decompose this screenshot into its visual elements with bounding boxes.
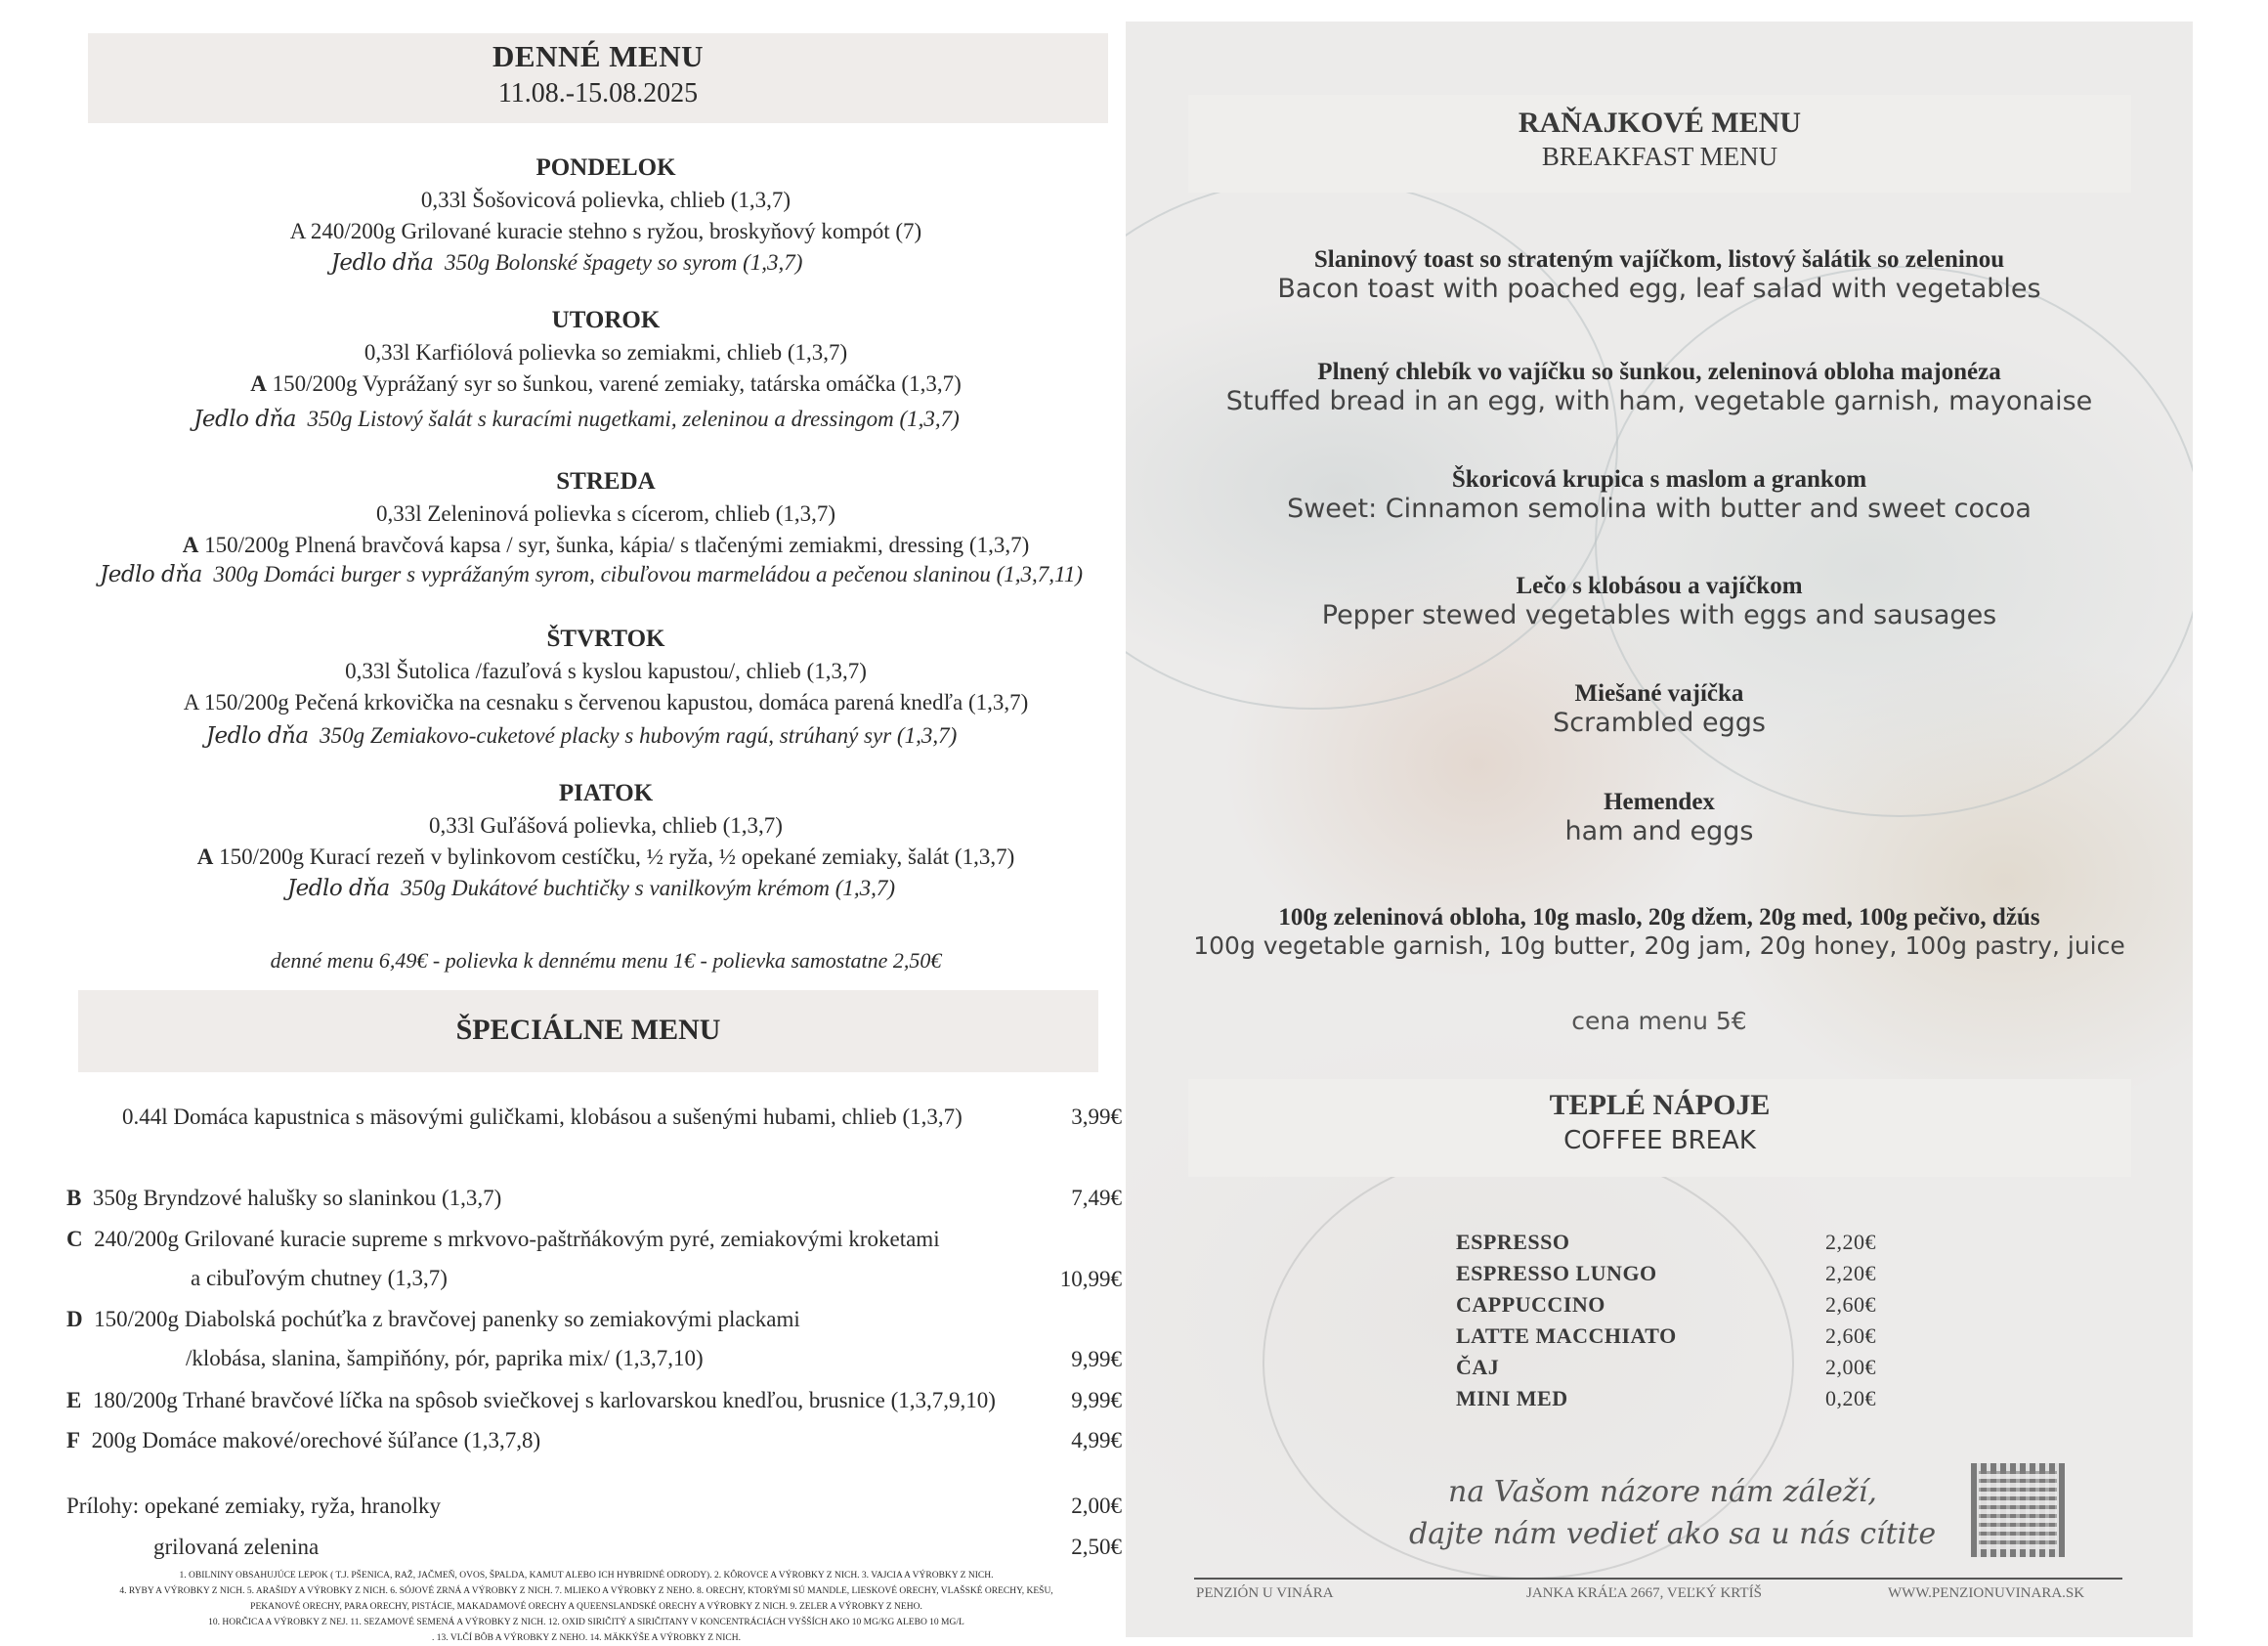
special-item-f: F 200g Domáce makové/orechové šúľance (1,3,7,8) 4,99€ bbox=[66, 1428, 1122, 1452]
day-soup: 0,33l Šutolica /fazuľová s kyslou kapustou/, chlieb (1,3,7) bbox=[345, 659, 867, 683]
breakfast-item: Škoricová krupica s maslom a grankom Sweet: Cinnamon semolina with butter and sweet cocoa bbox=[1287, 466, 2032, 524]
drink-row: ESPRESSO LUNGO 2,20€ bbox=[1456, 1261, 1876, 1285]
day-name: UTOROK bbox=[551, 307, 661, 333]
drinks-subtitle: COFFEE BREAK bbox=[1563, 1126, 1756, 1155]
day-soup: 0,33l Zeleninová polievka s cícerom, chlieb (1,3,7) bbox=[375, 501, 836, 526]
footer-website[interactable]: WWW.PENZIONUVINARA.SK bbox=[1888, 1585, 2085, 1601]
item-price: 10,99€ bbox=[1059, 1267, 1122, 1291]
sides-row: Prílohy: opekané zemiaky, ryža, hranolky 2,00€ bbox=[66, 1494, 1122, 1518]
breakfast-item: Hemendex ham and eggs bbox=[1564, 789, 1754, 846]
day-wednesday bbox=[0, 468, 1212, 587]
breakfast-title: RAŇAJKOVÉ MENU bbox=[1518, 107, 1802, 139]
day-soup: 0,33l Šošovicová polievka, chlieb (1,3,7) bbox=[420, 188, 792, 212]
drink-row: ČAJ 2,00€ bbox=[1456, 1355, 1876, 1379]
item-price: 7,49€ bbox=[1071, 1186, 1122, 1210]
day-soup: 0,33l Guľášová polievka, chlieb (1,3,7) bbox=[429, 813, 783, 838]
day-monday bbox=[0, 154, 1212, 276]
day-special: Jedlo dňa 350g Listový šalát s kuracími nugetkami, zeleninou a dressingom (1,3,7) bbox=[193, 407, 960, 432]
daily-price-note: denné menu 6,49€ - polievka k dennému menu 1€ - polievka samostatne 2,50€ bbox=[270, 948, 942, 973]
day-tuesday bbox=[0, 307, 1212, 432]
day-special: Jedlo dňa 350g Bolonské špagety so syrom (1,3,7) bbox=[330, 250, 803, 276]
day-name: ŠTVRTOK bbox=[546, 626, 665, 652]
day-special: Jedlo dňa 350g Dukátové buchtičky s vanilkovým krémom (1,3,7) bbox=[286, 876, 896, 901]
drink-row: CAPPUCCINO 2,60€ bbox=[1456, 1292, 1876, 1317]
day-soup: 0,33l Karfiólová polievka so zemiakmi, chlieb (1,3,7) bbox=[364, 340, 848, 365]
day-main-a: A 150/200g Pečená krkovička na cesnaku s červenou kapustou, domáca parená knedľa (1,3,7) bbox=[183, 690, 1029, 715]
breakfast-subtitle: BREAKFAST MENU bbox=[1541, 142, 1778, 171]
footer-divider bbox=[1194, 1578, 2122, 1580]
day-name: STREDA bbox=[556, 468, 656, 495]
day-name: PONDELOK bbox=[535, 154, 676, 181]
item-price: 9,99€ bbox=[1071, 1347, 1122, 1371]
signature-line-1: na Vašom názore nám záleží, bbox=[1448, 1475, 1877, 1509]
footer-address: JANKA KRÁĽA 2667, VEĽKÝ KRTÍŠ bbox=[1526, 1585, 1762, 1601]
breakfast-item: Slaninový toast so strateným vajíčkom, listový šalátik so zeleninou Bacon toast with poached egg, leaf salad with vegetables bbox=[1277, 246, 2041, 304]
special-soup-price: 3,99€ bbox=[1071, 1105, 1122, 1129]
drink-row: MINI MED 0,20€ bbox=[1456, 1386, 1876, 1410]
day-main-a: A 240/200g Grilované kuracie stehno s ryžou, broskyňový kompót (7) bbox=[289, 219, 922, 243]
day-special: Jedlo dňa 350g Zemiakovo-cuketové placky s hubovým ragú, strúhaný syr (1,3,7) bbox=[205, 723, 958, 749]
breakfast-price: cena menu 5€ bbox=[1571, 1007, 1747, 1035]
breakfast-extras: 100g zeleninová obloha, 10g maslo, 20g džem, 20g med, 100g pečivo, džús 100g vegetable garnish, 10g butter, 20g jam, 20g honey, 100g pastry, juice bbox=[1193, 904, 2125, 960]
day-main-a: A 150/200g Vyprážaný syr so šunkou, varené zemiaky, tatárska omáčka (1,3,7) bbox=[250, 371, 962, 396]
breakfast-item: Lečo s klobásou a vajíčkom Pepper stewed vegetables with eggs and sausages bbox=[1321, 573, 1997, 630]
drinks-title: TEPLÉ NÁPOJE bbox=[1549, 1089, 1771, 1121]
day-thursday bbox=[0, 626, 1212, 749]
special-menu-header bbox=[78, 990, 1098, 1072]
breakfast-item: Plnený chlebík vo vajíčku so šunkou, zeleninová obloha majonéza Stuffed bread in an egg, with ham, vegetable garnish, mayonaise bbox=[1225, 359, 2093, 416]
daily-menu-title: DENNÉ MENU bbox=[492, 39, 704, 73]
item-price: 4,99€ bbox=[1071, 1428, 1122, 1452]
sides-row-2: grilovaná zelenina 2,50€ bbox=[153, 1535, 1122, 1559]
day-friday bbox=[0, 780, 1212, 901]
qr-code-icon[interactable] bbox=[1971, 1463, 2065, 1557]
drink-row: ESPRESSO 2,20€ bbox=[1456, 1230, 1876, 1254]
item-price: 9,99€ bbox=[1071, 1388, 1122, 1412]
drinks-header bbox=[1188, 1079, 2131, 1177]
daily-menu-header bbox=[88, 33, 1108, 123]
footer-name: PENZIÓN U VINÁRA bbox=[1196, 1585, 1334, 1601]
drink-row: LATTE MACCHIATO 2,60€ bbox=[1456, 1323, 1876, 1348]
special-item-b: B 350g Bryndzové halušky so slaninkou (1,3,7) 7,49€ bbox=[66, 1186, 1122, 1210]
side-price: 2,00€ bbox=[1071, 1494, 1122, 1518]
allergen-legend: 1. OBILNINY OBSAHUJÚCE LEPOK ( T.J. PŠENICA, RAŽ, JAČMEŇ, OVOS, ŠPALDA, KAMUT ALEBO ICH HYBRIDNÉ ODRODY). 2. KÔROVCE A VÝROBKY Z NICH. 3. VAJCIA A VÝROBKY Z NICH. 4. RYBY A VÝROBKY Z NICH. 5. ARAŠIDY A VÝROBKY Z NICH. 6. SÓJOVÉ ZRNÁ A VÝROBKY Z NICH. 7. MLIEKO A VÝROBKY Z NEHO. 8. ORECHY, KTORÝMI SÚ MANDLE, LIESKOVÉ ORECHY, VLAŠSKÉ ORECHY, KEŠU, PEKANOVÉ ORECHY, PARA ORECHY, PISTÁCIE, MAKADAMOVÉ ORECHY A QUEENSLANDSKÉ ORECHY A VÝROBKY Z NICH. 9. ZELER A VÝROBKY Z NEHO. 10. HORČICA A VÝROBKY Z NEJ. 11. SEZAMOVÉ SEMENÁ A VÝROBKY Z NICH. 12. OXID SIRIČITÝ A SIRIČITANY V KONCENTRÁCIÁCH VYŠŠÍCH AKO 10 MG/KG ALEBO 10 MG/L . 13. VLČÍ BÔB A VÝROBKY Z NEHO. 14. MÄKKÝŠE A VÝROBKY Z NICH. bbox=[119, 1571, 1053, 1643]
breakfast-header bbox=[1188, 95, 2131, 193]
daily-menu-dates: 11.08.-15.08.2025 bbox=[497, 78, 699, 108]
signature-line-2: dajte nám vedieť ako sa u nás cítite bbox=[1409, 1517, 1937, 1551]
side-price: 2,50€ bbox=[1071, 1535, 1122, 1559]
special-soup-text: 0.44l Domáca kapustnica s mäsovými guličkami, klobásou a sušenými hubami, chlieb (1,3,7) bbox=[122, 1105, 963, 1129]
breakfast-item: Miešané vajíčka Scrambled eggs bbox=[1553, 680, 1766, 738]
day-main-a: A 150/200g Kurací rezeň v bylinkovom cestíčku, ½ ryža, ½ opekané zemiaky, šalát (1,3,7) bbox=[196, 845, 1015, 869]
day-name: PIATOK bbox=[558, 780, 654, 806]
day-main-a: A 150/200g Plnená bravčová kapsa / syr, šunka, kápia/ s tlačenými zemiakmi, dressing (1,3,7) bbox=[182, 533, 1030, 557]
special-item-c: C 240/200g Grilované kuracie supreme s mrkvovo-paštrňákovým pyré, zemiakovými kroketami a cibuľovým chutney (1,3,7) 10,99€ bbox=[66, 1227, 1122, 1291]
breakfast-panel bbox=[1126, 22, 2193, 1637]
special-item-e: E 180/200g Trhané bravčové líčka na spôsob sviečkovej s karlovarskou knedľou, brusnice (1,3,7,9,10) 9,99€ bbox=[66, 1388, 1122, 1412]
special-menu-title: ŠPECIÁLNE MENU bbox=[455, 1014, 721, 1046]
day-special: Jedlo dňa 300g Domáci burger s vyprážaným syrom, cibuľovou marmeládou a pečenou slaninou (1,3,7,11) bbox=[99, 562, 1084, 587]
special-item-d: D 150/200g Diabolská pochúťka z bravčovej panenky so zemiakovými plackami /klobása, slanina, šampiňóny, pór, paprika mix/ (1,3,7,10) 9,99€ bbox=[66, 1307, 1122, 1371]
